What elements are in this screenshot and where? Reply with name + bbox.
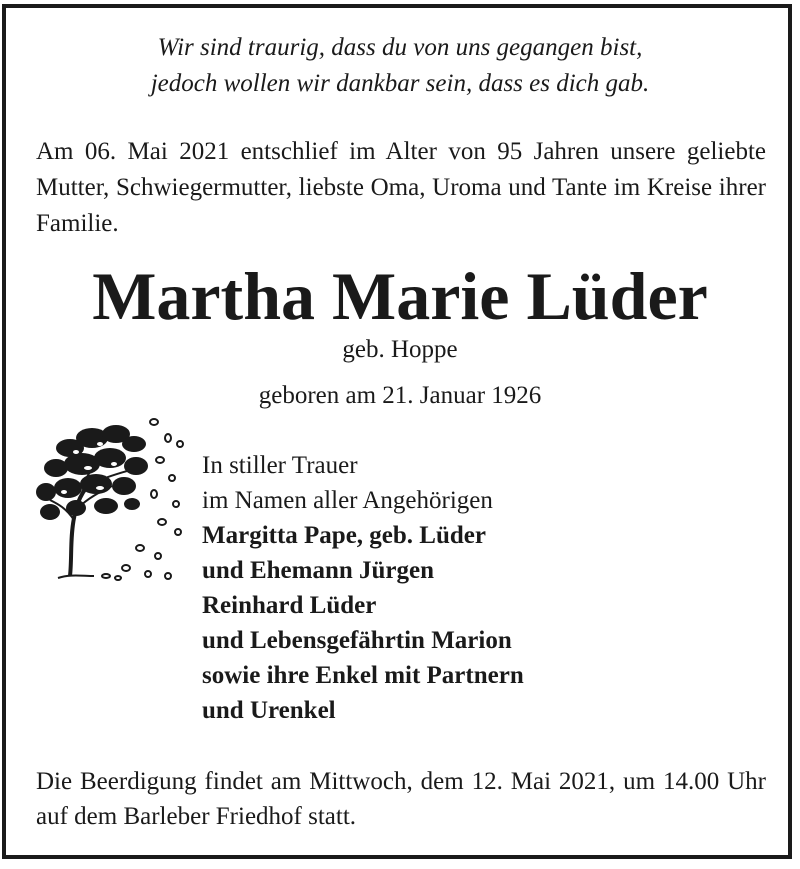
funeral-info: Die Beerdigung findet am Mittwoch, dem 12. Mai 2021, um 14.00 Uhr auf dem Barleber Friedhof statt. bbox=[36, 768, 766, 830]
motto-verse bbox=[0, 30, 800, 102]
mourner-name: sowie ihre Enkel mit Partnern bbox=[202, 662, 524, 689]
birth-date: geboren am 21. Januar 1926 bbox=[258, 382, 542, 409]
tree-icon bbox=[30, 408, 200, 588]
maiden-name: geb. Hoppe bbox=[342, 336, 458, 363]
mourner-name: Margitta Pape, geb. Lüder bbox=[202, 522, 486, 549]
mourner-name: Reinhard Lüder bbox=[202, 592, 377, 619]
deceased-name: Martha Marie Lüder bbox=[92, 258, 708, 334]
death-announcement-text: Am 06. Mai 2021 entschlief im Alter von 95 Jahren unsere geliebte Mutter, Schwiegermutter, liebste Oma, Uroma und Tante im Kreise ihrer Familie. bbox=[36, 138, 766, 237]
mourners-intro: In stiller Trauer bbox=[202, 452, 358, 479]
mourner-name: und Lebensgefährtin Marion bbox=[202, 627, 512, 654]
mourner-name: und Ehemann Jürgen bbox=[202, 557, 435, 584]
mourners-list bbox=[202, 448, 722, 728]
mourners-intro-2: im Namen aller Angehörigen bbox=[202, 487, 493, 514]
mourner-name: und Urenkel bbox=[202, 697, 336, 724]
motto-line-2: jedoch wollen wir dankbar sein, dass es dich gab. bbox=[150, 70, 650, 97]
motto-line-1: Wir sind traurig, dass du von uns gegangen bist, bbox=[157, 34, 643, 61]
